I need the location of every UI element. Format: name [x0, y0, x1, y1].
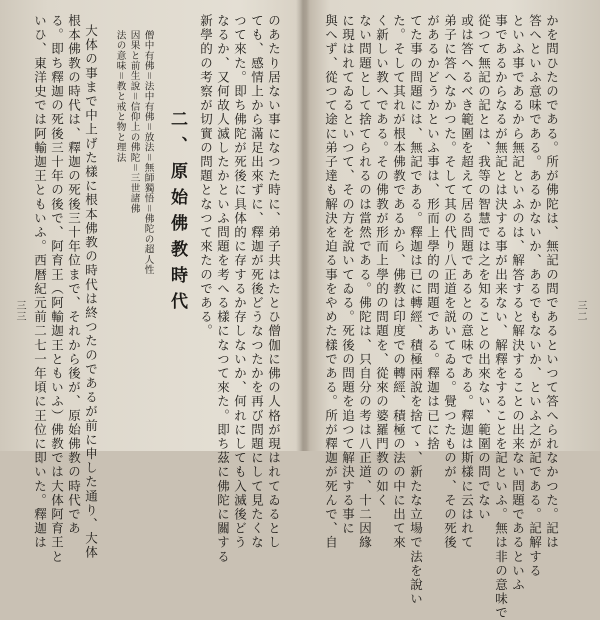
right-line-2: 答へといふ意味である。あるかないか、あるでもないか、といふ之が記である。記解する: [527, 14, 543, 578]
left-body-line-3: る。即ち釋迦の死後三十年の後で、阿育王（阿輸迦王ともいふ）佛教では大体阿育王と: [49, 14, 65, 564]
left-line-4: なるか、又何故人滅したかといふ問題を考へる樣になつて來た。即ち茲に佛陀に關する: [215, 14, 231, 564]
left-line-2: ても、感情上から滿足出來ずに、釋迦が死後どうなつたかを再び問題にして見たくな: [249, 14, 265, 550]
right-line-7: 弟子に答へなかつた。そして其の代り八正道を説いてゐる。覺つたものが、その死後: [442, 14, 458, 550]
right-line-10: た。そして其れが根本佛教であるから、佛教は印度での轉經、積極の法の中に出て來: [391, 14, 407, 550]
page-number-right: 三二: [575, 300, 586, 322]
left-line-3: つて來た。即ち佛陀が死後に具体的に存するか存しないか、何れにしても入滅後どう: [232, 14, 248, 550]
right-line-11: く新しい教へである。その佛教が形而上學的の問題を、從來の婆羅門教の如く: [374, 14, 390, 508]
right-page: [303, 0, 600, 620]
right-line-12: ない問題として捨てられるのは當然である。佛陀は、只自分の考は八正道、十二因緣: [357, 14, 373, 550]
right-line-5: 從つて無記の記とは、我等の智慧では之を知ることの出來ない、範圍の問でない: [476, 14, 492, 522]
summary-note-3: 法の意味＝教と戒と物と理法: [114, 30, 126, 163]
left-page: [0, 0, 300, 564]
summary-note-2: 因果と前生說＝信仰上の佛陀＝三世諸佛: [128, 30, 140, 214]
page-number-left: 三三: [14, 300, 25, 322]
right-line-6: 或は答へるべき範圍を超えて居る問題であるとの意味である。釋迦は斯樣に云はれて: [459, 14, 475, 550]
right-line-9: てた事の問題には、無記である。釋迦は已に轉經、積極兩說を捨てゝ、新たな立場で法を說い: [408, 14, 424, 607]
left-body-line-4: いひ、東洋史では阿輸迦王ともいふ。西暦紀元前二七一年頃に王位に即いた。釋迦は: [32, 14, 48, 550]
left-line-1: のあたり居ない事になつた時に、弟子共はたとひ僧伽に佛の人格が現はれてゐるとし: [266, 14, 282, 550]
right-line-13: に現はれてゐるといつて、その方を說いてゐる。死後の問題を追つて解決する事に: [340, 14, 356, 536]
right-line-8: があるかどうかといふ事は、形而上學的の問題である。釋迦は已に捨: [425, 14, 441, 452]
left-body-line-1: 大体の事まで中上げた樣に根本佛教の時代は終つたのであるが前に申した通り、大体: [83, 24, 99, 560]
right-line-14: 與へず、從つて途に弟子達も解決を迫る事をやめた樣である。所が釋迦が死んで、自: [323, 14, 339, 550]
right-line-1: かを問ひたのである。所が佛陀は、無記の問であるといつて答へられなかつた。記は: [544, 14, 560, 550]
left-line-5: 新學的の考察が切實の問題となつて來たのである。: [198, 14, 214, 339]
summary-note-1: 僧中有佛＝法中有佛＝放法＝無師獨悟＝佛陀の超人性: [142, 30, 154, 275]
left-body-line-2: 根本佛教の時代は、釋迦の死後三十年位まで、それから後が、原始佛教の時代であ: [66, 14, 82, 536]
right-line-3: といふ事であるから無記といふのは、解答すると解決することの出来ない問題であるといふ: [510, 14, 526, 593]
section-heading: 二、原始佛教時代: [167, 110, 187, 318]
right-line-4: 事であるからなるが無記とは決する事が出来ない、解釋をすることを記といふ。無は非の意味で: [493, 14, 509, 620]
